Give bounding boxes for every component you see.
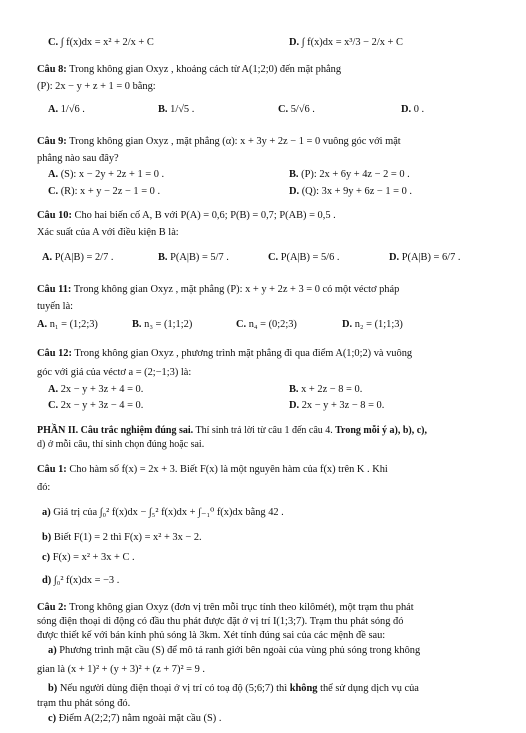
q10-option-d: D. P(A|B) = 6/7 . — [389, 252, 461, 263]
q10-option-c: C. P(A|B) = 5/6 . — [268, 252, 340, 263]
question-9: Câu 9: Trong không gian Oxyz , mặt phẳng (α): x + 3y + 2z − 1 = 0 vuông góc với mặt — [37, 136, 401, 147]
p2-question-2: Câu 2: Trong không gian Oxyz (đơn vị trên mỗi trục tính theo kilômét), một trạm thu phát — [37, 602, 414, 613]
q9-option-c: C. (R): x + y − 2z − 1 = 0 . — [48, 186, 161, 197]
q11-option-b: B. n₃ = (1;1;2) — [132, 319, 193, 330]
question-11-line2: tuyến là: — [37, 301, 74, 312]
q12-option-b: B. x + 2z − 8 = 0. — [289, 384, 363, 395]
question-12: Câu 12: Trong không gian Oxyz , phương trình mặt phẳng đi qua điểm A(1;0;2) và vuông — [37, 348, 413, 359]
question-12-line2: góc với giá của véctơ a = (2;−1;3) là: — [37, 367, 192, 378]
p2q2-item-a-line2: gian là (x + 1)² + (y + 3)² + (z + 7)² = 9 . — [37, 664, 206, 675]
q11-option-d: D. n₂ = (1;1;3) — [342, 319, 403, 330]
p2-question-1: Câu 1: Cho hàm số f(x) = 2x + 3. Biết F(x) là một nguyên hàm của f(x) trên K . Khi — [37, 464, 388, 475]
q10-option-a: A. P(A|B) = 2/7 . — [42, 252, 114, 263]
q8-option-d: D. 0 . — [401, 104, 425, 115]
p2q1-item-a: a) Giá trị của ∫₀² f(x)dx − ∫₅² f(x)dx + ∫₋₁⁰ f(x)dx bằng 42 . — [42, 507, 284, 518]
q8-option-c: C. 5/√6 . — [278, 104, 315, 115]
part2-line2: d) ở mỗi câu, thí sinh chọn đúng hoặc sai. — [37, 439, 205, 450]
question-10-line2: Xác suất của A với điều kiện B là: — [37, 227, 179, 238]
q9-option-b: B. (P): 2x + 6y + 4z − 2 = 0 . — [289, 169, 410, 180]
q9-option-a: A. (S): x − 2y + 2z + 1 = 0 . — [48, 169, 165, 180]
q9-option-d: D. (Q): 3x + 9y + 6z − 1 = 0 . — [289, 186, 413, 197]
p2q1-item-b: b) Biết F(1) = 2 thì F(x) = x² + 3x − 2. — [42, 532, 202, 543]
p2q2-item-b: b) Nếu người dùng điện thoại ở vị trí có toạ độ (5;6;7) thì không thể sử dụng dịch vụ của — [48, 683, 419, 694]
option-d: D. ∫ f(x)dx = x³/3 − 2/x + C — [289, 37, 403, 48]
p2q2-item-b-line2: trạm thu phát sóng đó. — [37, 698, 131, 709]
question-9-line2: phẳng nào sau đây? — [37, 153, 119, 164]
option-c: C. ∫ f(x)dx = x² + 2/x + C — [48, 37, 154, 48]
p2q1-item-c: c) F(x) = x² + 3x + C . — [42, 552, 135, 563]
part2-heading: PHẦN II. Câu trắc nghiệm đúng sai. Thí sinh trả lời từ câu 1 đến câu 4. Trong mỗi ý a), b), c), — [37, 425, 427, 436]
question-11: Câu 11: Trong không gian Oxyz , mặt phẳng (P): x + y + 2z + 3 = 0 có một véctơ pháp — [37, 284, 400, 295]
question-10: Câu 10: Cho hai biến cố A, B với P(A) = 0,6; P(B) = 0,7; P(AB) = 0,5 . — [37, 210, 336, 221]
q12-option-d: D. 2x − y + 3z − 8 = 0. — [289, 400, 385, 411]
q8-option-b: B. 1/√5 . — [158, 104, 195, 115]
p2q2-item-c: c) Điểm A(2;2;7) nằm ngoài mặt cầu (S) . — [48, 713, 222, 724]
question-8: Câu 8: Trong không gian Oxyz , khoảng cách từ A(1;2;0) đến mặt phẳng — [37, 64, 342, 75]
q12-option-c: C. 2x − y + 3z − 4 = 0. — [48, 400, 144, 411]
question-8-line2: (P): 2x − y + z + 1 = 0 bằng: — [37, 81, 156, 92]
p2-question-2-line3: được thiết kế với bán kính phủ sóng là 3km. Xét tính đúng sai của các mệnh đề sau: — [37, 630, 386, 641]
p2-question-1-line2: đó: — [37, 482, 51, 493]
p2q2-item-a: a) Phương trình mặt cầu (S) để mô tả ranh giới bên ngoài của vùng phủ sóng trong không — [48, 645, 421, 656]
q11-option-a: A. n₁ = (1;2;3) — [37, 319, 98, 330]
p2-question-2-line2: sóng điện thoại di động có đầu thu phát được đặt ở vị trí I(1;3;7). Trạm thu phát sóng đó — [37, 616, 404, 627]
q8-option-a: A. 1/√6 . — [48, 104, 85, 115]
q10-option-b: B. P(A|B) = 5/7 . — [158, 252, 229, 263]
q11-option-c: C. n₄ = (0;2;3) — [236, 319, 297, 330]
q12-option-a: A. 2x − y + 3z + 4 = 0. — [48, 384, 144, 395]
p2q1-item-d: d) ∫₀² f(x)dx = −3 . — [42, 575, 120, 586]
